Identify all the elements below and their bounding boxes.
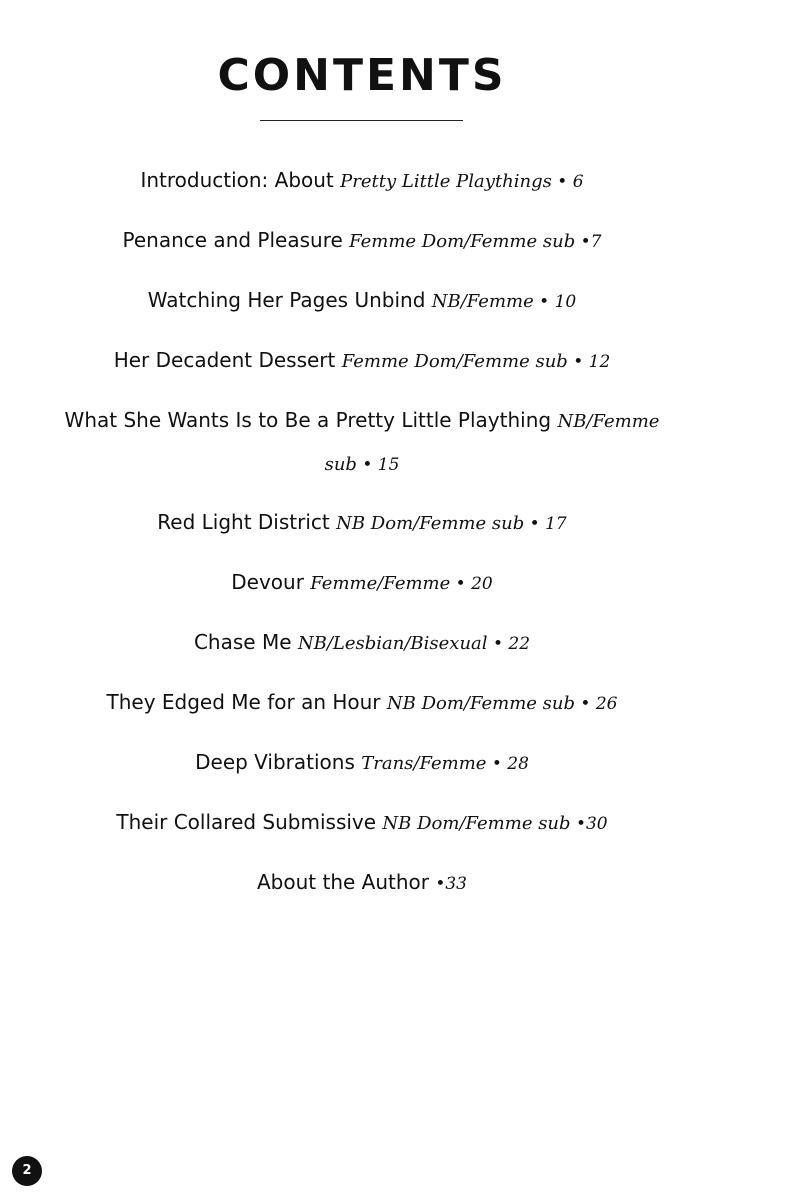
toc-entry-category: Femme Dom/Femme sub bbox=[349, 231, 576, 252]
toc-entry[interactable] bbox=[0, 502, 724, 562]
toc-entry[interactable] bbox=[0, 280, 724, 340]
toc-entry-category: Pretty Little Playthings bbox=[340, 171, 552, 192]
toc-entry-page: • 20 bbox=[450, 574, 493, 594]
toc-entry[interactable] bbox=[0, 160, 724, 220]
toc-entry-page: • 17 bbox=[524, 514, 567, 534]
toc-entry-page: • 15 bbox=[356, 455, 400, 475]
toc-entry-page: • 12 bbox=[567, 352, 611, 372]
toc-entry[interactable] bbox=[0, 802, 724, 862]
toc-entry-title: Deep Vibrations bbox=[195, 750, 362, 774]
toc-entry-page: • 26 bbox=[575, 694, 618, 714]
toc-entry-title: Red Light District bbox=[157, 510, 337, 534]
toc-entry-page: • 6 bbox=[551, 172, 584, 192]
toc-entry-page: •30 bbox=[570, 814, 608, 834]
toc-entry-category: NB/Femme bbox=[431, 291, 534, 312]
toc-entry-page: • 28 bbox=[486, 754, 529, 774]
toc-entry-title: Her Decadent Dessert bbox=[113, 348, 342, 372]
toc-entry-category: NB Dom/Femme sub bbox=[336, 513, 525, 534]
toc-entry[interactable] bbox=[0, 340, 724, 400]
toc-entry-title: What She Wants Is to Be a Pretty Little Plaything bbox=[64, 408, 558, 432]
toc-entry-title: About the Author bbox=[256, 870, 436, 894]
toc-entry-category: Trans/Femme bbox=[361, 753, 487, 774]
toc-entry-title: Watching Her Pages Unbind bbox=[147, 288, 432, 312]
toc-entry[interactable] bbox=[0, 400, 724, 502]
toc-entry-category: Femme Dom/Femme sub bbox=[341, 351, 568, 372]
toc-entry[interactable] bbox=[0, 742, 724, 802]
toc-entry[interactable] bbox=[0, 622, 724, 682]
toc-entry[interactable] bbox=[0, 562, 724, 622]
toc-entry-category-continued: sub bbox=[324, 454, 357, 475]
table-of-contents bbox=[0, 160, 724, 922]
toc-entry-category: NB/Lesbian/Bisexual bbox=[297, 633, 488, 654]
toc-entry-title: Devour bbox=[231, 570, 311, 594]
toc-entry-title: Introduction: About bbox=[140, 168, 341, 192]
toc-entry[interactable] bbox=[0, 220, 724, 280]
toc-entry-category: Femme/Femme bbox=[310, 573, 451, 594]
toc-entry-page: •33 bbox=[435, 874, 468, 894]
toc-entry-category: NB Dom/Femme sub bbox=[386, 693, 576, 714]
toc-entry-page: • 22 bbox=[487, 634, 531, 654]
toc-entry-title: Chase Me bbox=[193, 630, 298, 654]
toc-entry[interactable] bbox=[0, 682, 724, 742]
toc-entry-category: NB Dom/Femme sub bbox=[382, 813, 571, 834]
toc-entry[interactable] bbox=[0, 862, 724, 922]
toc-entry-category: NB/Femme bbox=[557, 411, 660, 432]
page-number-badge: 2 bbox=[12, 1156, 42, 1186]
toc-entry-page: • 10 bbox=[533, 292, 577, 312]
toc-entry-title: Their Collared Submissive bbox=[116, 810, 383, 834]
toc-entry-title: Penance and Pleasure bbox=[122, 228, 350, 252]
toc-entry-title: They Edged Me for an Hour bbox=[106, 690, 387, 714]
toc-entry-page: •7 bbox=[575, 232, 602, 252]
toc-entry-continuation bbox=[0, 443, 724, 488]
page-title: CONTENTS bbox=[217, 50, 507, 101]
title-divider bbox=[260, 120, 463, 121]
